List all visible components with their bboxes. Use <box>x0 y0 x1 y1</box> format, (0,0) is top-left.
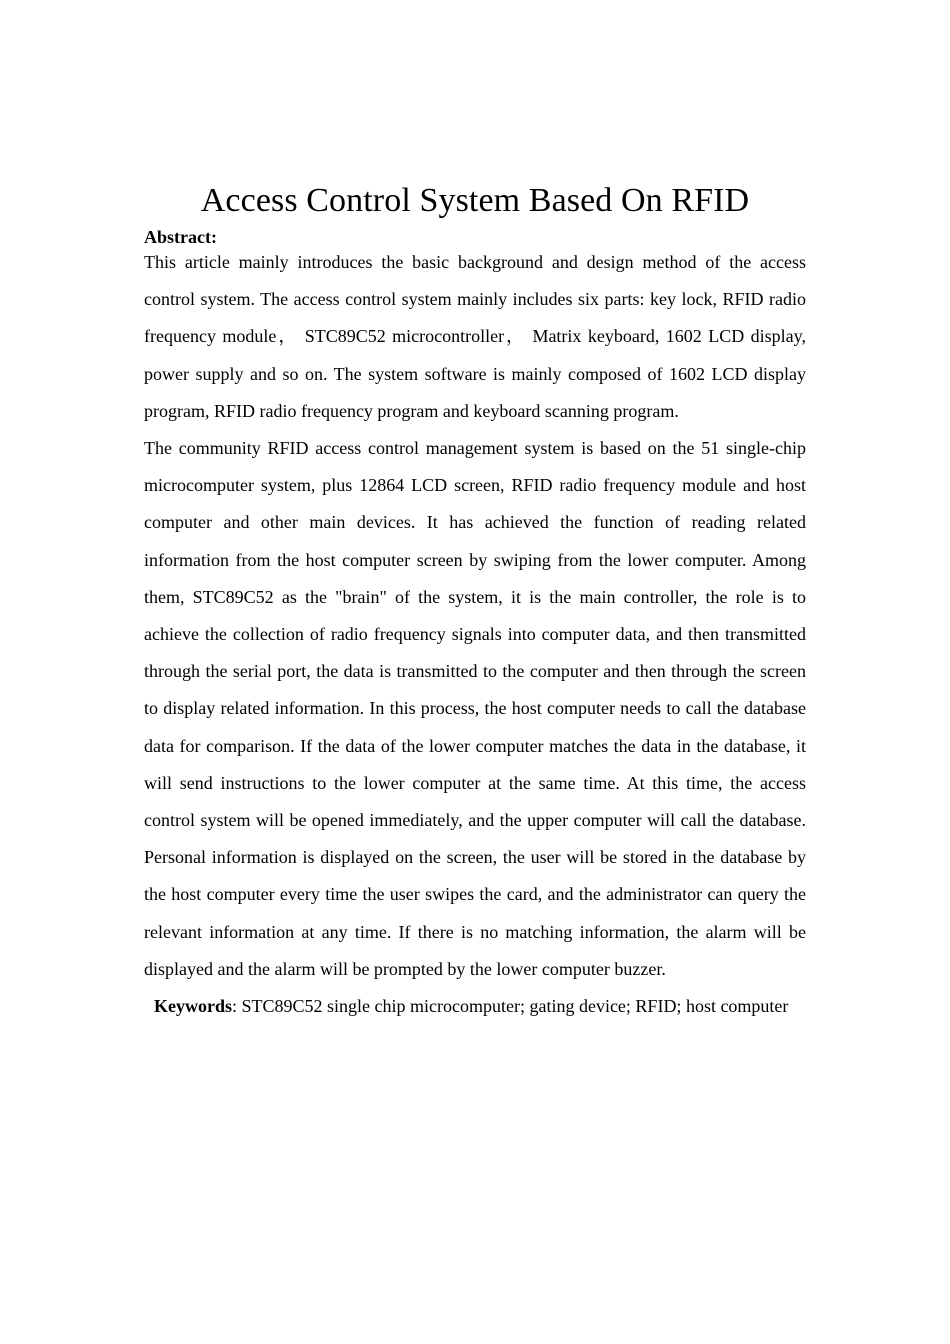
abstract-paragraph-1: This article mainly introduces the basic background and design method of the access control system. The access control system mainly includes six parts: key lock, RFID radio frequency module， STC89C52 microcontroller， Matrix keyboard, 1602 LCD display, power supply and so on. The system software is mainly composed of 1602 LCD display program, RFID radio frequency program and keyboard scanning program. <box>144 252 806 421</box>
keywords-text: : STC89C52 single chip microcomputer; gating device; RFID; host computer <box>232 996 789 1017</box>
abstract-paragraph-2: The community RFID access control management system is based on the 51 single-chip microcomputer system, plus 12864 LCD screen, RFID radio frequency module and host computer and other main devices. It has achieved the function of reading related information from the host computer screen by swiping from the lower computer. Among them, STC89C52 as the "brain" of the system, it is the main controller, the role is to achieve the collection of radio frequency signals into computer data, and then transmitted through the serial port, the data is transmitted to the computer and then through the screen to display related information. In this process, the host computer needs to call the database data for comparison. If the data of the lower computer matches the data in the database, it will send instructions to the lower computer at the same time. At this time, the access control system will be opened immediately, and the upper computer will call the database. Personal information is displayed on the screen, the user will be stored in the database by the host computer every time the user swipes the card, and the administrator can query the relevant information at any time. If there is no matching information, the alarm will be displayed and the alarm will be prompted by the lower computer buzzer. <box>144 438 806 979</box>
document-title: Access Control System Based On RFID <box>200 182 750 219</box>
document-page <box>144 180 806 1025</box>
keywords-line <box>144 988 806 1025</box>
abstract-heading: Abstract: <box>144 227 217 247</box>
keywords-label: Keywords <box>154 996 232 1017</box>
